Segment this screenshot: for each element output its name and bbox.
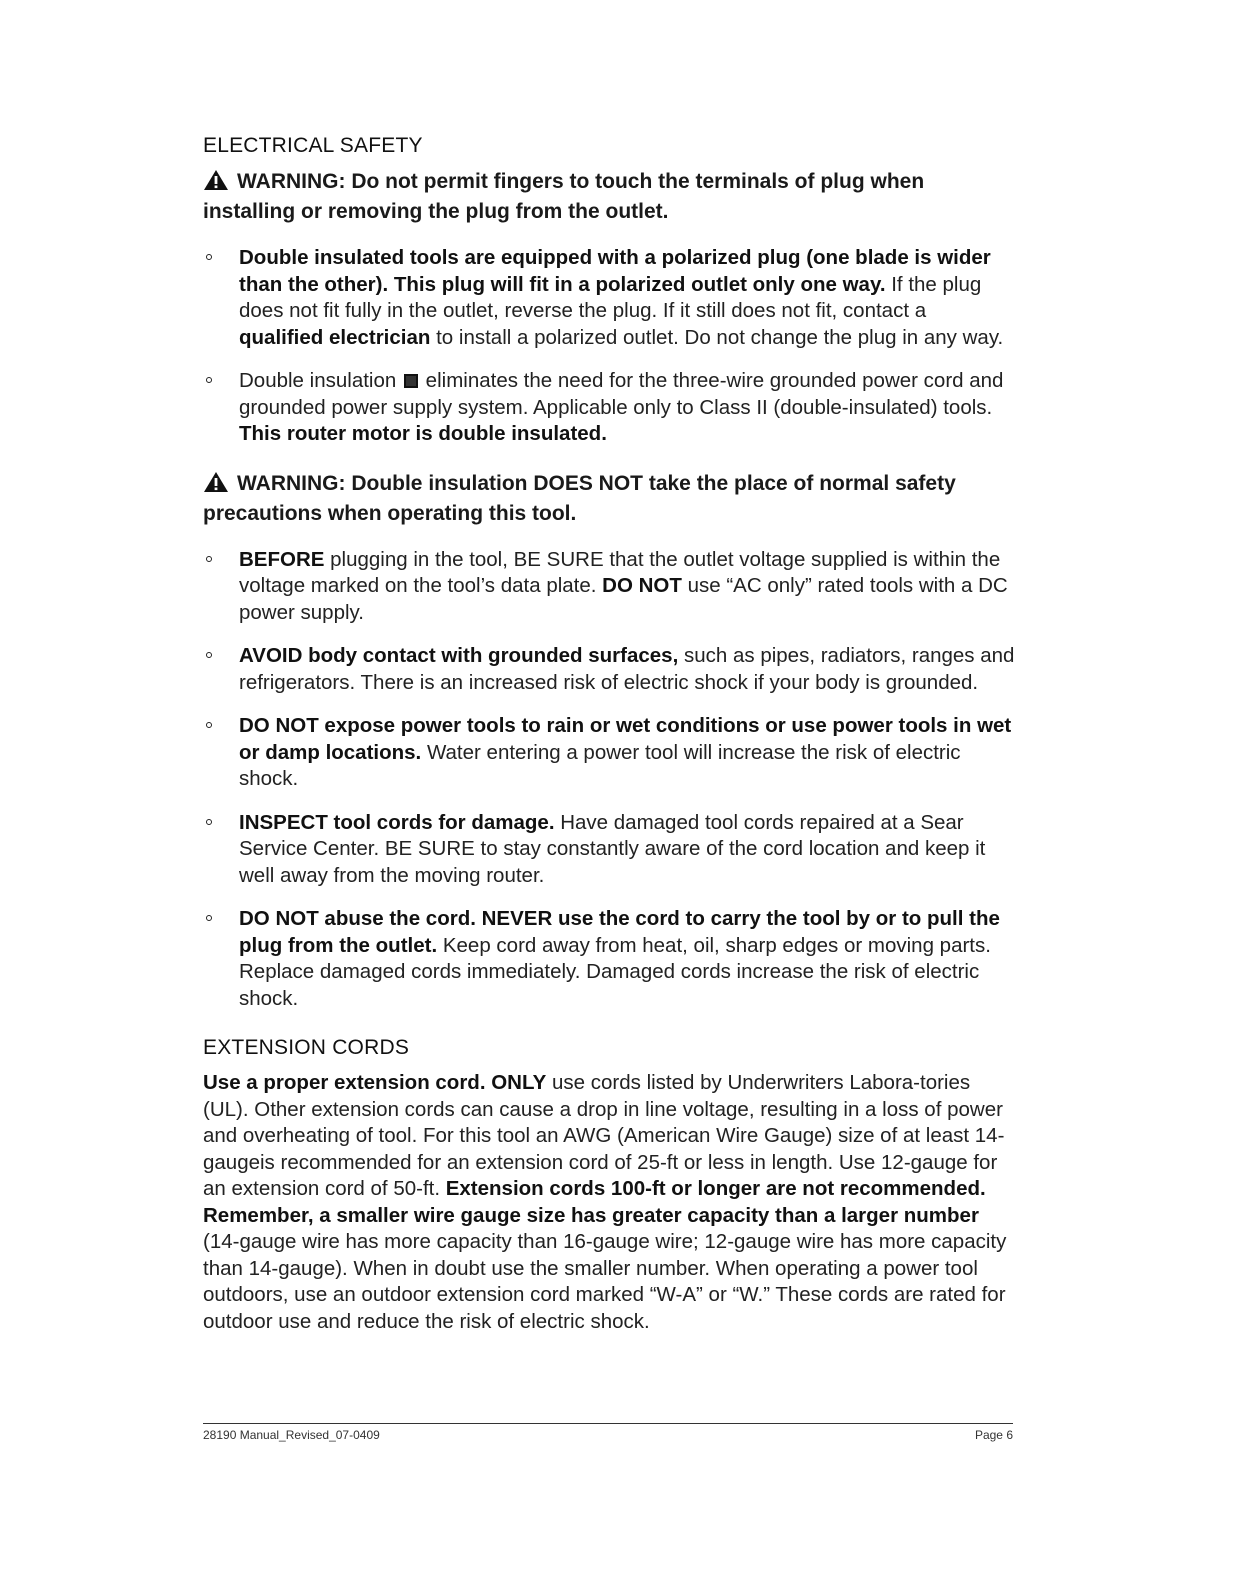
list-item <box>203 713 1015 793</box>
body-text: Have damaged tool cords repaired at a Sear Service Center. BE SURE to stay constantly aware of the cord location and keep it well away from the moving router. <box>239 810 986 887</box>
bullet-icon <box>206 556 212 562</box>
list-item <box>203 368 1015 448</box>
body-text: use cords listed by Underwriters Labora-tories (UL). Other extension cords can cause a drop in line voltage, resulting in a loss of power and overheating of tool. For this tool an AWG (American Wire Gauge) size of at least 14-gaugeis recommended for an extension cord of 25-ft or less in length. Use 12-gauge for an extension cord of 50-ft. <box>203 1071 1005 1200</box>
list-item <box>203 245 1015 351</box>
bullet-icon <box>206 377 212 383</box>
bold-text: qualified electrician <box>239 325 431 349</box>
document-id: 28190 Manual_Revised_07-0409 <box>203 1428 380 1442</box>
bold-text: INSPECT tool cords for damage. <box>239 810 555 834</box>
section-heading-extension-cords: EXTENSION CORDS <box>203 1036 410 1059</box>
body-text: use “AC only” rated tools with a DC power supply. <box>239 574 1008 624</box>
bullet-icon <box>206 819 212 825</box>
list-item <box>203 643 1015 696</box>
body-text: such as pipes, radiators, ranges and refrigerators. There is an increased risk of electric shock if your body is grounded. <box>239 644 1015 694</box>
bold-text: DO NOT expose power tools to rain or wet conditions or use power tools in wet or damp locations. <box>239 714 1012 764</box>
body-text: Water entering a power tool will increase the risk of electric shock. <box>239 740 961 790</box>
list-item <box>203 810 1015 890</box>
body-text: to install a polarized outlet. Do not change the plug in any way. <box>430 325 1004 349</box>
warning-triangle-icon <box>203 471 229 500</box>
body-text: If the plug does not fit fully in the outlet, reverse the plug. If it still does not fit, contact a <box>239 272 982 322</box>
bullet-icon <box>206 652 212 658</box>
bold-text: Extension cords 100-ft or longer are not recommended. Remember, a smaller wire gauge size has greater capacity than a larger number <box>203 1177 986 1227</box>
bullet-icon <box>206 722 212 728</box>
warning-triangle-icon <box>203 169 229 198</box>
list-item <box>203 906 1015 1012</box>
body-text: Keep cord away from heat, oil, sharp edges or moving parts. Replace damaged cords immediately. Damaged cords increase the risk of electric shock. <box>239 933 991 1010</box>
bullet-icon <box>206 254 212 260</box>
list-item <box>203 547 1015 627</box>
extension-cords-paragraph <box>203 1070 1015 1335</box>
body-text: eliminates the need for the three-wire grounded power cord and grounded power supply system. Applicable only to Class II (double-insulated) tools. <box>239 369 1004 419</box>
bullet-icon <box>206 915 212 921</box>
page-number: Page 6 <box>974 1428 1013 1442</box>
bold-text: DO NOT abuse the cord. NEVER use the cord to carry the tool by or to pull the plug from the outlet. <box>239 907 1000 957</box>
bullet-list <box>203 547 1015 1013</box>
body-text: Double insulation <box>239 369 402 392</box>
bold-text: This router motor is double insulated. <box>239 422 607 445</box>
bold-text: Double insulated tools are equipped with a polarized plug (one blade is wider than the other). This plug will fit in a polarized outlet only one way. <box>239 246 991 296</box>
page-footer <box>203 1423 1013 1442</box>
bold-text: BEFORE <box>239 547 325 571</box>
section-heading-electrical-safety: ELECTRICAL SAFETY <box>203 134 423 157</box>
warning-text: WARNING: Double insulation DOES NOT take the place of normal safety precautions when operating this tool. <box>203 471 956 525</box>
body-text: (14-gauge wire has more capacity than 16-gauge wire; 12-gauge wire has more capacity than 14-gauge). When in doubt use the smaller number. When operating a power tool outdoors, use an outdoor extension cord marked “W-A” or “W.” These cords are rated for outdoor use and reduce the risk of electric shock. <box>203 1230 1007 1333</box>
bold-text: AVOID body contact with grounded surfaces, <box>239 644 679 667</box>
bold-text: DO NOT <box>602 574 682 597</box>
bold-text: Use a proper extension cord. ONLY <box>203 1071 547 1094</box>
manual-page <box>203 134 1015 1335</box>
body-text: plugging in the tool, BE SURE that the outlet voltage supplied is within the voltage marked on the tool’s data plate. <box>239 547 1001 597</box>
bullet-list <box>203 245 1015 448</box>
warning-paragraph <box>203 168 1015 225</box>
warning-text: WARNING: Do not permit fingers to touch the terminals of plug when installing or removing the plug from the outlet. <box>203 170 925 223</box>
double-insulation-symbol-icon <box>404 374 418 388</box>
warning-paragraph <box>203 470 1015 527</box>
